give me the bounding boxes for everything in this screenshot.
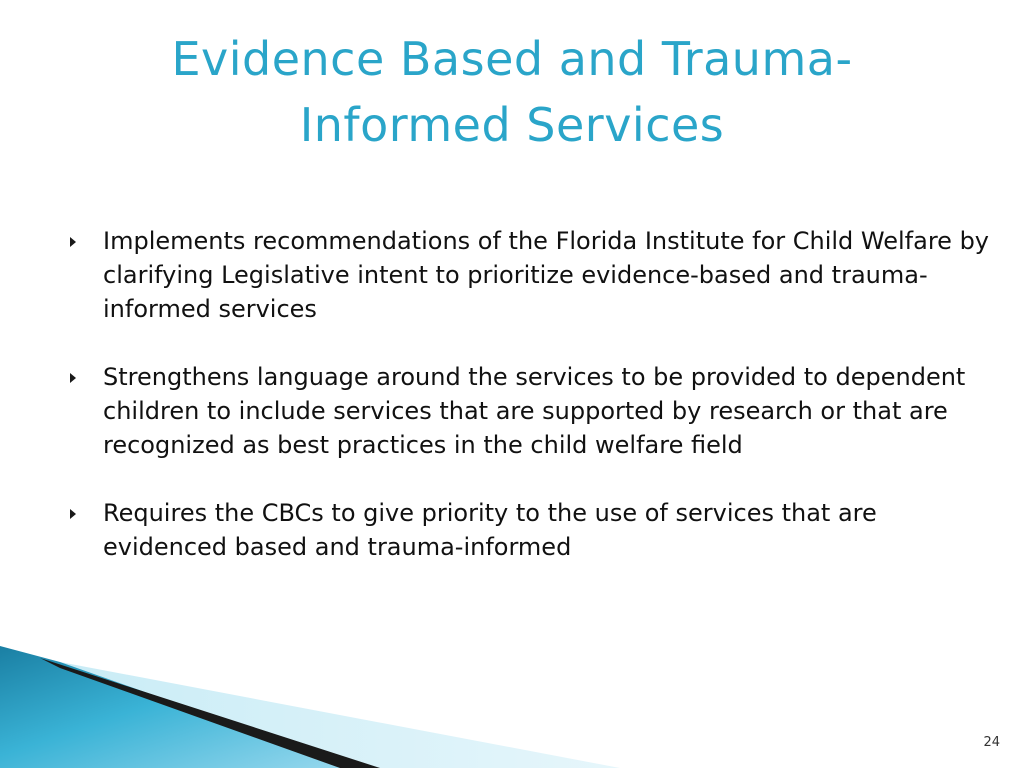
bullet-item [70, 224, 990, 326]
triangle-right-icon [70, 237, 76, 247]
bullet-text: Strengthens language around the services to be provided to dependent children to include services that are supported by research or that are recognized as best practices in the child welfare field [103, 363, 966, 459]
decorative-swoosh [0, 620, 1024, 768]
bullet-item [70, 360, 990, 462]
slide-title [60, 26, 964, 158]
bullet-text: Implements recommendations of the Florida Institute for Child Welfare by clarifying Legislative intent to prioritize evidence-based and trauma-informed services [103, 227, 990, 323]
slide-title-line-2: Informed Services [299, 98, 725, 152]
bullet-item [70, 496, 990, 564]
slide-title-line-1: Evidence Based and Trauma- [171, 32, 853, 86]
bullet-list [70, 224, 990, 598]
triangle-right-icon [70, 373, 76, 383]
triangle-right-icon [70, 509, 76, 519]
page-number: 24 [983, 735, 1000, 750]
bullet-text: Requires the CBCs to give priority to the use of services that are evidenced based and trauma-informed [103, 499, 877, 561]
